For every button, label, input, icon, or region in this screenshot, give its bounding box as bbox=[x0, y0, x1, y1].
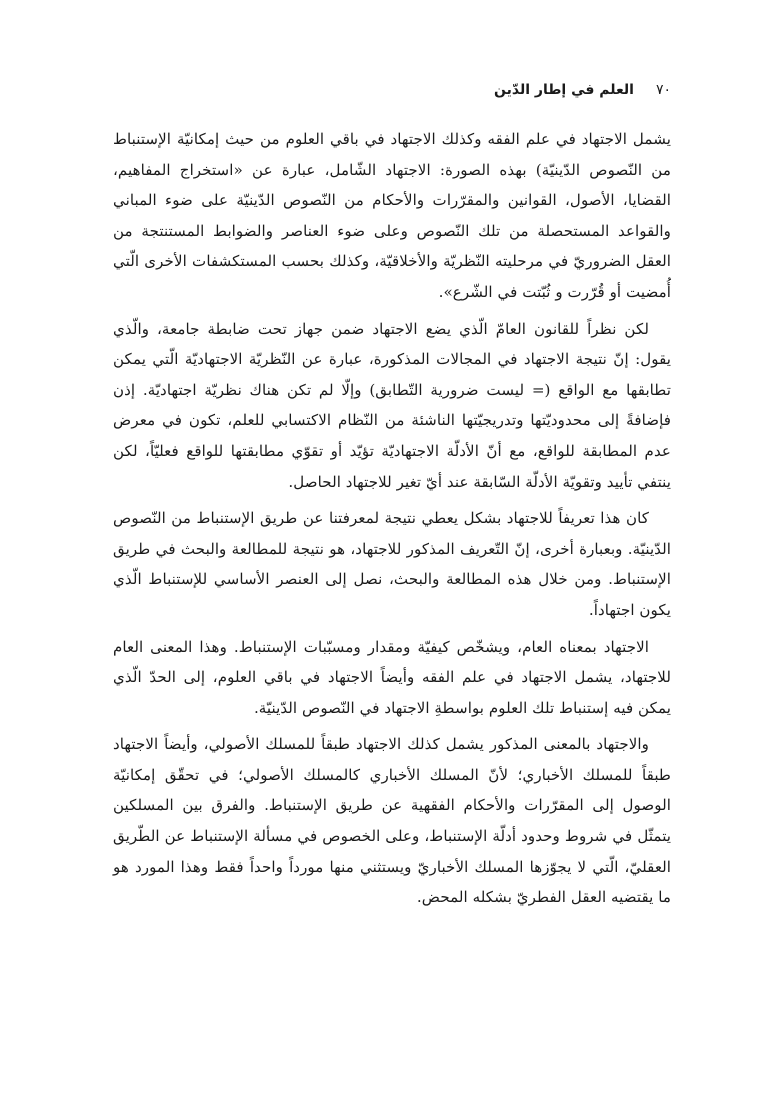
page-number: ٧٠ bbox=[655, 82, 671, 98]
body-text bbox=[113, 124, 671, 919]
running-header bbox=[494, 82, 671, 98]
paragraph: كان هذا تعريفاً للاجتهاد بشكل يعطي نتيجة لمعرفتنا عن طريق الإستنباط من النّصوص الدّينيّة. وبعبارة أخرى، إنّ التّعريف المذكور للاجتهاد، هو نتيجة للمطالعة والبحث في طريق الإستنباط. ومن خلال هذه المطالعة والبحث، نصل إلى العنصر الأساسي للإستنباط الّذي يكون اجتهاداً. bbox=[113, 509, 671, 619]
paragraph: والاجتهاد بالمعنى المذكور يشمل كذلك الاجتهاد طبقاً للمسلك الأصولي، وأيضاً الاجتهاد طبقاً للمسلك الأخباري؛ لأنّ المسلك الأخباري كالمسلك الأصولي؛ في تحقّق إمكانيّة الوصول إلى المقرّرات والأحكام الفقهية عن طريق الإستنباط. والفرق بين المسلكين يتمثّل في شروط وحدود أدلّة الإستنباط، وعلى الخصوص في مسألة الإستنباط عن الطّريق العقليّ، الّتي لا يجوّزها المسلك الأخباريّ ويستثني منها مورداً واحداً فقط وهذا المورد هو ما يقتضيه العقل الفطريّ بشكله المحض. bbox=[113, 735, 671, 907]
running-title: العلم في إطار الدّين bbox=[494, 82, 634, 98]
paragraph: الاجتهاد بمعناه العام، ويشخّص كيفيّة ومقدار ومسبّبات الإستنباط. وهذا المعنى العام للاجتهاد، يشمل الاجتهاد في علم الفقه وأيضاً الاجتهاد في باقي العلوم، إلى الحدّ الّذي يمكن فيه إستنباط تلك العلوم بواسطةِ الاجتهاد في النّصوص الدّينيّة. bbox=[113, 637, 671, 717]
paragraph: لكن نظراً للقانون العامّ الّذي يضع الاجتهاد ضمن جهاز تحت ضابطة جامعة، والّذي يقول: إنّ نتيجة الاجتهاد في المجالات المذكورة، عبارة عن النّظريّة الاجتهاديّة الّتي يمكن تطابقها مع الواقع (= ليست ضرورية التّطابق) وإلّا لم تكن هناك نظريّة اجتهاديّة. إذن فإضافةً إلى محدوديّتها وتدريجيّتها الناشئة من النّظام الاكتسابي للعلم، تكون في معرض عدم المطابقة للواقع، مع أنّ الأدلّة الاجتهاديّة تؤيّد أو تقوّي مطابقتها للواقع فعليّاً، لكن ينتفي تأييد وتقويّة الأدلّة السّابقة عند أيّ تغير للاجتهاد الحاصل. bbox=[113, 319, 671, 491]
paragraph: يشمل الاجتهاد في علم الفقه وكذلك الاجتهاد في باقي العلوم من حيث إمكانيّة الإستنباط من النّصوص الدّينيّة) بهذه الصورة: الاجتهاد الشّامل، عبارة عن «استخراج المفاهيم، القضايا، الأصول، القوانين والمقرّرات والأحكام من النّصوص الدّينيّة على ضوء المباني والقواعد المستحصلة من تلك النّصوص وعلى ضوء العناصر والضوابط المستنتجة من العقل الضروريّ في مرحليته النّظريّة والأخلاقيّة، وكذلك بحسب المستكشفات الأخرى الّتي أُمضيت أو قُرّرت و ثُبّتت في الشّرع». bbox=[113, 130, 671, 301]
